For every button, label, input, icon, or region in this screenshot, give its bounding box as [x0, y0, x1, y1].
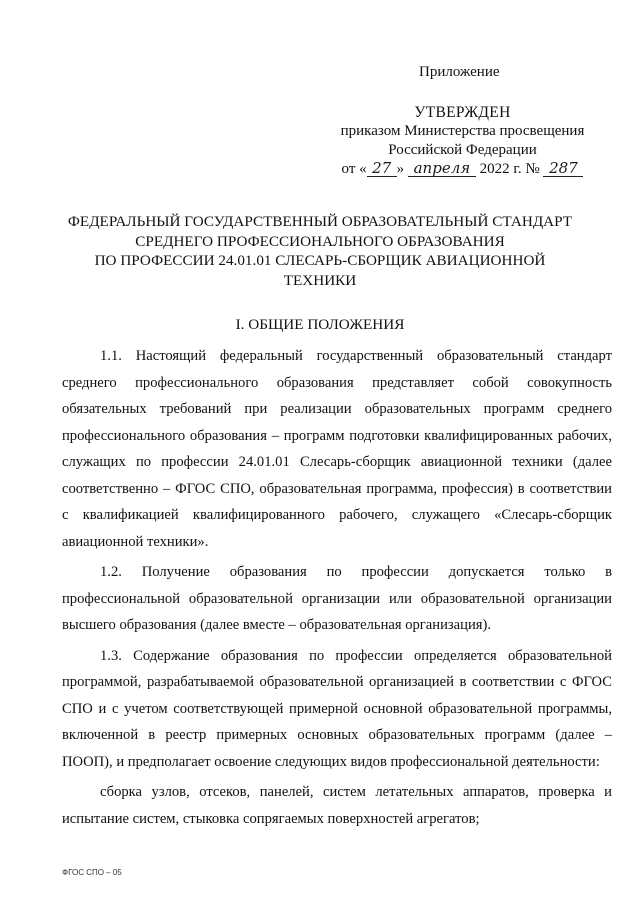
handwritten-order-number: 287 [543, 161, 583, 177]
order-issuer-line2: Российской Федерации [388, 142, 537, 158]
handwritten-day: 27 [367, 161, 397, 177]
standard-title [60, 212, 580, 290]
activity-item: сборка узлов, отсеков, панелей, систем летательных аппаратов, проверка и испытание систем, стыковка сопрягаемых поверхностей агрегатов; [62, 784, 612, 827]
paragraph-1-1: 1.1. Настоящий федеральный государственный образовательный стандарт среднего профессионального образования представляет собой совокупность обязательных требований при реализации образовательных программ среднего профессионального образования – программ подготовки квалифицированных рабочих, служащих по профессии 24.01.01 Слесарь-сборщик авиационной техники (далее соответственно – ФГОС СПО, образовательная программа, профессия) в соответствии с квалификацией квалифицированного рабочего, служащего «Слесарь-сборщик авиационной техники». [62, 348, 612, 550]
footer-code: ФГОС СПО – 05 [62, 868, 122, 877]
title-line-3: ПО ПРОФЕССИИ 24.01.01 СЛЕСАРЬ-СБОРЩИК АВИАЦИОННОЙ [94, 252, 546, 269]
paragraph-1-2: 1.2. Получение образования по профессии допускается только в профессиональной образовательной организации или образовательной организации высшего образования (далее вместе – образовательная организация). [62, 564, 612, 633]
order-date-line [330, 160, 595, 179]
appendix-label: Приложение [419, 64, 500, 80]
approval-block [330, 103, 595, 179]
handwritten-month: апреля [408, 161, 476, 177]
date-mid: » [396, 161, 405, 177]
title-line-1: ФЕДЕРАЛЬНЫЙ ГОСУДАРСТВЕННЫЙ ОБРАЗОВАТЕЛЬНЫЙ СТАНДАРТ [67, 213, 573, 230]
order-issuer-line1: приказом Министерства просвещения [340, 123, 585, 139]
date-prefix: от « [341, 161, 367, 177]
approved-heading: УТВЕРЖДЕН [414, 104, 511, 121]
date-year: 2022 г. № [479, 161, 540, 177]
document-body [62, 343, 612, 836]
title-line-2: СРЕДНЕГО ПРОФЕССИОНАЛЬНОГО ОБРАЗОВАНИЯ [135, 232, 505, 250]
section-heading: I. ОБЩИЕ ПОЛОЖЕНИЯ [235, 316, 405, 333]
paragraph-1-3: 1.3. Содержание образования по профессии определяется образовательной программой, разрабатываемой образовательной организацией в соответствии с ФГОС СПО и с учетом соответствующей примерной основной образовательной программы, включенной в реестр примерных основных образовательных программ (далее – ПООП), и предполагает освоение следующих видов профессиональной деятельности: [62, 647, 612, 770]
title-line-4: ТЕХНИКИ [283, 271, 357, 289]
